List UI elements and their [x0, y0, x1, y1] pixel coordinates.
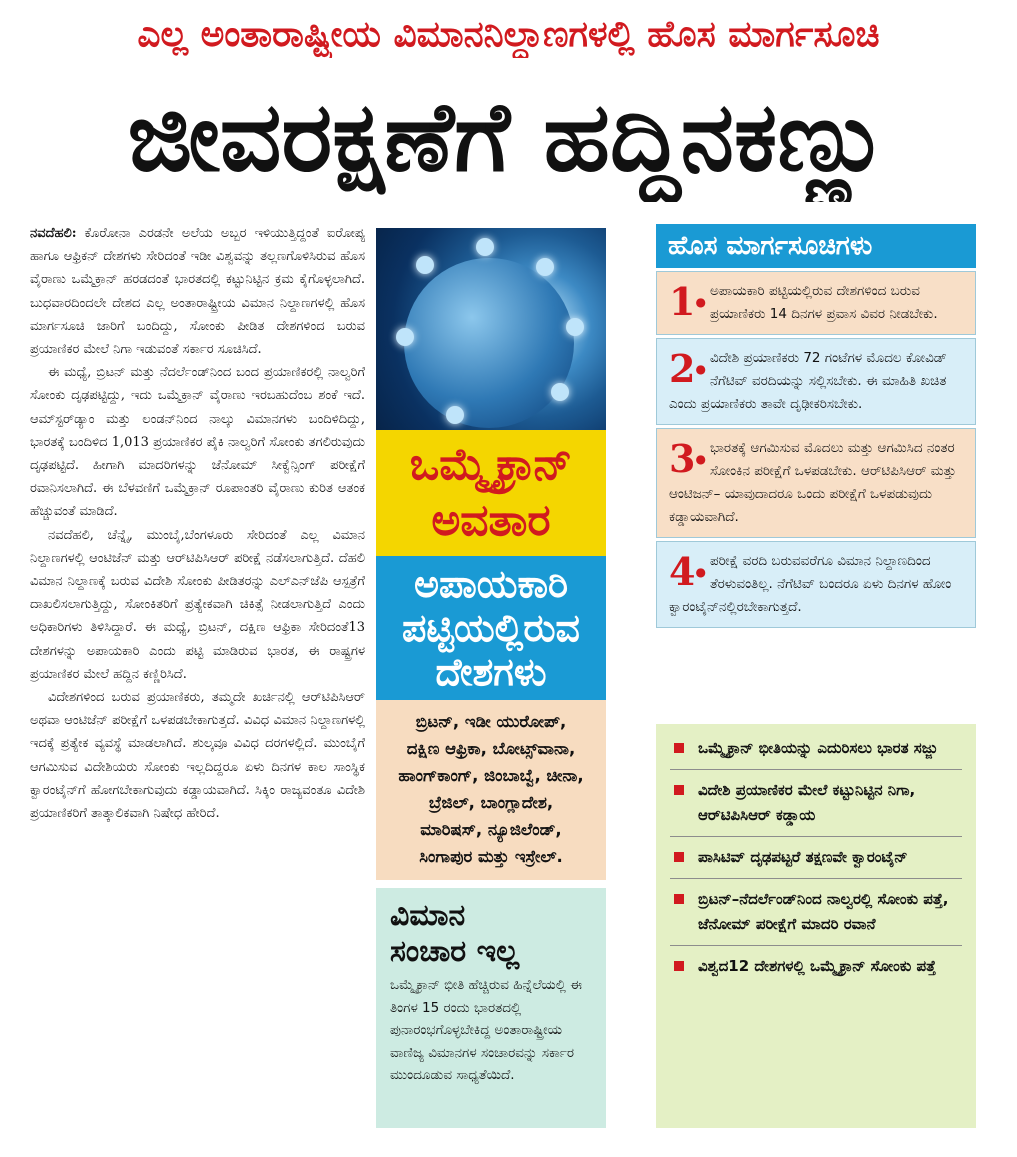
omicron-title-line: ಒಮ್ಮೈಕ್ರಾನ್ [409, 439, 573, 490]
country-line: ದಕ್ಷಿಣ ಆಫ್ರಿಕಾ, ಬೋಟ್ಸ್‌ವಾನಾ, [406, 739, 576, 758]
kicker-headline: ಎಲ್ಲ ಅಂತಾರಾಷ್ಟ್ರೀಯ ವಿಮಾನನಿಲ್ದಾಣಗಳಲ್ಲಿ ಹೊಸ ಮಾರ್ಗಸೂಚಿ [137, 14, 880, 55]
risk-heading-line: ದೇಶಗಳು [435, 650, 547, 694]
highlight-item [670, 837, 962, 879]
highlight-item [670, 728, 962, 770]
country-line: ಬ್ರೆಜಿಲ್, ಬಾಂಗ್ಲಾದೇಶ, [428, 793, 554, 812]
omicron-avatar-box [376, 430, 606, 556]
virus-spike [416, 256, 434, 274]
highlights-box [656, 724, 976, 1128]
highlight-text: ಒಮ್ಮೈಕ್ರಾನ್ ಭೀತಿಯನ್ನು ಎದುರಿಸಲು ಭಾರತ ಸಜ್ಜು [698, 739, 938, 757]
guideline-text: ಪರೀಕ್ಷೆ ವರದಿ ಬರುವವರೆಗೂ ವಿಮಾನ ನಿಲ್ದಾಣದಿಂದ ತೆರಳುವಂತಿಲ್ಲ. ನೆಗೆಟಿವ್ ಬಂದರೂ ಏಳು ದಿನಗಳ ಹೋಂ ಕ್ವಾರಂಟೈನ್‌ನಲ್ಲಿರಬೇಕಾಗುತ್ತದೆ. [669, 553, 952, 615]
no-flights-title [390, 898, 592, 970]
guidelines-list [656, 271, 976, 628]
risk-heading-line: ಪಟ್ಟಿಯಲ್ಲಿರುವ [402, 606, 580, 650]
virus-spike [396, 328, 414, 346]
no-flights-box [376, 888, 606, 1128]
country-line: ಹಾಂಗ್‌ಕಾಂಗ್, ಜಿಂಬಾಬ್ವೆ, ಚೀನಾ, [398, 766, 584, 785]
guideline-number: 4● [669, 549, 706, 594]
highlight-text: ವಿದೇಶಿ ಪ್ರಯಾಣಿಕರ ಮೇಲೆ ಕಟ್ಟುನಿಟ್ಟಿನ ನಿಗಾ, ಆರ್‌ಟಿಪಿಸಿಆರ್ ಕಡ್ಡಾಯ [698, 781, 916, 824]
guideline-number: 3● [669, 436, 706, 481]
no-flights-body: ಒಮ್ಮೈಕ್ರಾನ್ ಭೀತಿ ಹೆಚ್ಚಿರುವ ಹಿನ್ನೆಲೆಯಲ್ಲಿ ಈ ತಿಂಗಳ 15 ರಂದು ಭಾರತದಲ್ಲಿ ಪುನಾರಂಭಗೊಳ್ಳಬೇಕಿದ್ದ ಅಂತಾರಾಷ್ಟ್ರೀಯ ವಾಣಿಜ್ಯ ವಿಮಾನಗಳ ಸಂಚಾರವನ್ನು ಸರ್ಕಾರ ಮುಂದೂಡುವ ಸಾಧ್ಯತೆಯಿದೆ. [390, 977, 582, 1083]
country-line: ಸಿಂಗಾಪುರ ಮತ್ತು ಇಸ್ರೇಲ್. [419, 847, 563, 866]
square-bullet-icon [674, 961, 684, 971]
article-paragraph: ವಿದೇಶಗಳಿಂದ ಬರುವ ಪ್ರಯಾಣಿಕರು, ತಮ್ಮದೇ ಖರ್ಚಿನಲ್ಲಿ ಆರ್‌ಟಿಪಿಸಿಆರ್ ಅಥವಾ ಆಂಟಿಜೆನ್ ಪರೀಕ್ಷೆಗೆ ಒಳಪಡಬೇಕಾಗುತ್ತದೆ. ವಿವಿಧ ವಿಮಾನ ನಿಲ್ದಾಣಗಳಲ್ಲಿ ಇದಕ್ಕೆ ಪ್ರತ್ಯೇಕ ವ್ಯವಸ್ಥೆ ಮಾಡಲಾಗಿದೆ. ಶುಲ್ಕವೂ ವಿವಿಧ ದರಗಳಲ್ಲಿದೆ. ಮುಂಬೈಗೆ ಆಗಮಿಸುವ ವಿದೇಶಿಯರು ಸೋಂಕು ಇಲ್ಲದಿದ್ದರೂ ಏಳು ದಿನಗಳ ಕಾಲ ಸಾಂಸ್ಥಿಕ ಕ್ವಾರಂಟೈನ್‌ಗೆ ಹೋಗಬೇಕಾಗುವುದು ಕಡ್ಡಾಯವಾಗಿದೆ. ಸಿಕ್ಕಿಂ ರಾಜ್ಯವಂತೂ ವಿದೇಶಿ ಪ್ರಯಾಣಿಕರಿಗೆ ತಾತ್ಕಾಲಿಕವಾಗಿ ನಿಷೇಧ ಹೇರಿದೆ. [30, 690, 365, 822]
square-bullet-icon [674, 852, 684, 862]
guidelines-column [656, 224, 976, 628]
article-paragraph-text: ಕೊರೋನಾ ಎರಡನೇ ಅಲೆಯ ಅಬ್ಬರ ಇಳಿಯುತ್ತಿದ್ದಂತೆ ಐರೋಪ್ಯ ಹಾಗೂ ಆಫ್ರಿಕನ್ ದೇಶಗಳು ಸೇರಿದಂತೆ ಇಡೀ ವಿಶ್ವವನ್ನು ತಲ್ಲಣಗೊಳಿಸಿರುವ ಹೊಸ ವೈರಾಣು ಒಮ್ಮೆಕ್ರಾನ್ ಹರಡದಂತೆ ಭಾರತದಲ್ಲಿ ಕಟ್ಟುನಿಟ್ಟಿನ ಕ್ರಮ ಕೈಗೊಳ್ಳಲಾಗಿದೆ. ಬುಧವಾರದಿಂದಲೇ ದೇಶದ ಎಲ್ಲ ಅಂತಾರಾಷ್ಟ್ರೀಯ ವಿಮಾನ ನಿಲ್ದಾಣಗಳಲ್ಲಿ ಹೊಸ ಮಾರ್ಗಸೂಚಿ ಜಾರಿಗೆ ಬಂದಿದ್ದು, ಸೋಂಕು ಪೀಡಿತ ದೇಶಗಳಿಂದ ಬರುವ ಪ್ರಯಾಣಿಕರ ಮೇಲೆ ನಿಗಾ ಇಡುವಂತೆ ಸರ್ಕಾರ ಸೂಚಿಸಿದೆ. [30, 226, 365, 358]
guideline-item [656, 338, 976, 425]
square-bullet-icon [674, 743, 684, 753]
article-paragraph: ನವದೆಹಲಿ, ಚೆನ್ನೈ, ಮುಂಬೈ,ಬೆಂಗಳೂರು ಸೇರಿದಂತೆ ಎಲ್ಲ ವಿಮಾನ ನಿಲ್ದಾಣಗಳಲ್ಲಿ ಆಂಟಿಜೆನ್ ಮತ್ತು ಆರ್‌ಟಿಪಿಸಿಆರ್ ಪರೀಕ್ಷೆ ನಡೆಸಲಾಗುತ್ತಿದೆ. ದೆಹಲಿ ವಿಮಾನ ನಿಲ್ದಾಣಕ್ಕೆ ಬರುವ ವಿದೇಶಿ ಸೋಂಕು ಪೀಡಿತರನ್ನು ಎಲ್‌ಎನ್‌ಜೆಪಿ ಆಸ್ಪತ್ರೆಗೆ ದಾಖಲಿಸಲಾಗುತ್ತಿದ್ದು, ಸೋಂಕಿತರಿಗೆ ಪ್ರತ್ಯೇಕವಾಗಿ ಚಿಕಿತ್ಸೆ ನೀಡಲಾಗುತ್ತಿದೆ ಎಂದು ಅಧಿಕಾರಿಗಳು ತಿಳಿಸಿದ್ದಾರೆ. ಈ ಮಧ್ಯೆ, ಬ್ರಿಟನ್, ದಕ್ಷಿಣ ಆಫ್ರಿಕಾ ಸೇರಿದಂತೆ13 ದೇಶಗಳನ್ನು ಅಪಾಯಕಾರಿ ಎಂದು ಪಟ್ಟಿ ಮಾಡಿರುವ ಭಾರತ, ಈ ರಾಷ್ಟ್ರಗಳ ಪ್ರಯಾಣಿಕರ ಮೇಲೆ ಹದ್ದಿನ ಕಣ್ಣಿರಿಸಿದೆ. [30, 527, 365, 682]
virus-particle [404, 258, 574, 428]
center-column [376, 228, 606, 880]
article-paragraph: ಈ ಮಧ್ಯೆ, ಬ್ರಿಟನ್ ಮತ್ತು ನೆದರ್ಲೆಂಡ್‌ನಿಂದ ಬಂದ ಪ್ರಯಾಣಿಕರಲ್ಲಿ ನಾಲ್ವರಿಗೆ ಸೋಂಕು ದೃಢಪಟ್ಟಿದ್ದು, ಇದು ಒಮ್ಮೆಕ್ರಾನ್ ವೈರಾಣು ಇರಬಹುದೆಂಬ ಶಂಕೆ ಇದೆ. ಆಮ್‌ಸ್ಟರ್‌ಡ್ಯಾಂ ಮತ್ತು ಲಂಡನ್‌ನಿಂದ ನಾಲ್ಕು ವಿಮಾನಗಳು ಬಂದಿಳಿದಿದ್ದು, ಭಾರತಕ್ಕೆ ಬಂದಿಳಿದ 1,013 ಪ್ರಯಾಣಿಕರ ಪೈಕಿ ನಾಲ್ವರಿಗೆ ಸೋಂಕು ತಗಲಿರುವುದು ದೃಢಪಟ್ಟಿದೆ. ಹೀಗಾಗಿ ಮಾದರಿಗಳನ್ನು ಜೆನೋಮ್ ಸೀಕ್ವೆನ್ಸಿಂಗ್ ಪರೀಕ್ಷೆಗೆ ರವಾನಿಸಲಾಗಿದೆ. ಈ ಬೆಳವಣಿಗೆ ಒಮ್ಮೆಕ್ರಾನ್ ರೂಪಾಂತರಿ ವೈರಾಣು ಕುರಿತ ಆತಂಕ ಹೆಚ್ಚುವಂತೆ ಮಾಡಿದೆ. [30, 365, 365, 520]
omicron-title-line: ಅವತಾರ [431, 495, 551, 546]
country-line: ಬ್ರಿಟನ್, ಇಡೀ ಯುರೋಪ್, [415, 712, 567, 731]
main-headline: ಜೀವರಕ್ಷಣೆಗೆ ಹದ್ದಿನಕಣ್ಣು [127, 81, 890, 193]
risk-heading-line: ಅಪಾಯಕಾರಿ [413, 562, 569, 606]
guideline-text: ಭಾರತಕ್ಕೆ ಆಗಮಿಸುವ ಮೊದಲು ಮತ್ತು ಆಗಮಿಸಿದ ನಂತರ ಸೋಂಕಿನ ಪರೀಕ್ಷೆಗೆ ಒಳಪಡಬೇಕು. ಆರ್‌ಟಿಪಿಸಿಆರ್ ಮತ್ತು ಆಂಟಿಜನ್– ಯಾವುದಾದರೂ ಒಂದು ಪರೀಕ್ಷೆಗೆ ಒಳಪಡುವುದು ಕಡ್ಡಾಯವಾಗಿದೆ. [669, 440, 957, 525]
square-bullet-icon [674, 894, 684, 904]
guideline-number: 1● [669, 279, 706, 324]
dateline: ನವದೆಹಲಿ: [30, 226, 77, 241]
no-flights-title-line: ಸಂಚಾರ ಇಲ್ಲ [390, 934, 520, 969]
article-body [30, 222, 365, 1142]
risk-countries-list [376, 700, 606, 880]
guideline-item [656, 428, 976, 538]
guideline-item [656, 541, 976, 628]
square-bullet-icon [674, 785, 684, 795]
virus-spike [446, 406, 464, 424]
virus-illustration [376, 228, 606, 430]
highlight-text: ಪಾಸಿಟಿವ್ ದೃಢಪಟ್ಟರೆ ತಕ್ಷಣವೇ ಕ್ವಾರಂಟೈನ್ [698, 848, 908, 866]
guideline-number: 2● [669, 346, 706, 391]
guideline-item [656, 271, 976, 335]
guidelines-title: ಹೊಸ ಮಾರ್ಗಸೂಚಿಗಳು [656, 224, 976, 268]
highlight-item [670, 879, 962, 946]
highlight-text: ವಿಶ್ವದ12 ದೇಶಗಳಲ್ಲಿ ಒಮ್ಮೈಕ್ರಾನ್ ಸೋಂಕು ಪತ್ತೆ [698, 957, 936, 975]
highlight-item [670, 770, 962, 837]
virus-spike [536, 258, 554, 276]
guideline-text: ವಿದೇಶಿ ಪ್ರಯಾಣಿಕರು 72 ಗಂಟೆಗಳ ಮೊದಲ ಕೋವಿಡ್ ನೆಗೆಟಿವ್ ವರದಿಯನ್ನು ಸಲ್ಲಿಸಬೇಕು. ಈ ಮಾಹಿತಿ ಖಚಿತ ಎಂದು ಪ್ರಯಾಣಿಕರು ತಾವೇ ದೃಢೀಕರಿಸಬೇಕು. [669, 350, 947, 412]
article-paragraph [30, 222, 365, 361]
risk-countries-heading [376, 556, 606, 700]
no-flights-title-line: ವಿಮಾನ [390, 898, 466, 933]
virus-spike [566, 318, 584, 336]
country-line: ಮಾರಿಷಸ್, ನ್ಯೂಜಿಲೆಂಡ್, [420, 820, 562, 839]
virus-spike [476, 238, 494, 256]
highlight-item [670, 946, 962, 987]
highlight-text: ಬ್ರಿಟನ್–ನೆದರ್ಲೆಂಡ್‌ನಿಂದ ನಾಲ್ವರಲ್ಲಿ ಸೋಂಕು ಪತ್ತೆ, ಜೆನೋಮ್ ಪರೀಕ್ಷೆಗೆ ಮಾದರಿ ರವಾನೆ [698, 890, 949, 933]
guideline-text: ಅಪಾಯಕಾರಿ ಪಟ್ಟಿಯಲ್ಲಿರುವ ದೇಶಗಳಿಂದ ಬರುವ ಪ್ರಯಾಣಿಕರು 14 ದಿನಗಳ ಪ್ರವಾಸ ವಿವರ ನೀಡಬೇಕು. [709, 283, 938, 322]
virus-spike [551, 383, 569, 401]
